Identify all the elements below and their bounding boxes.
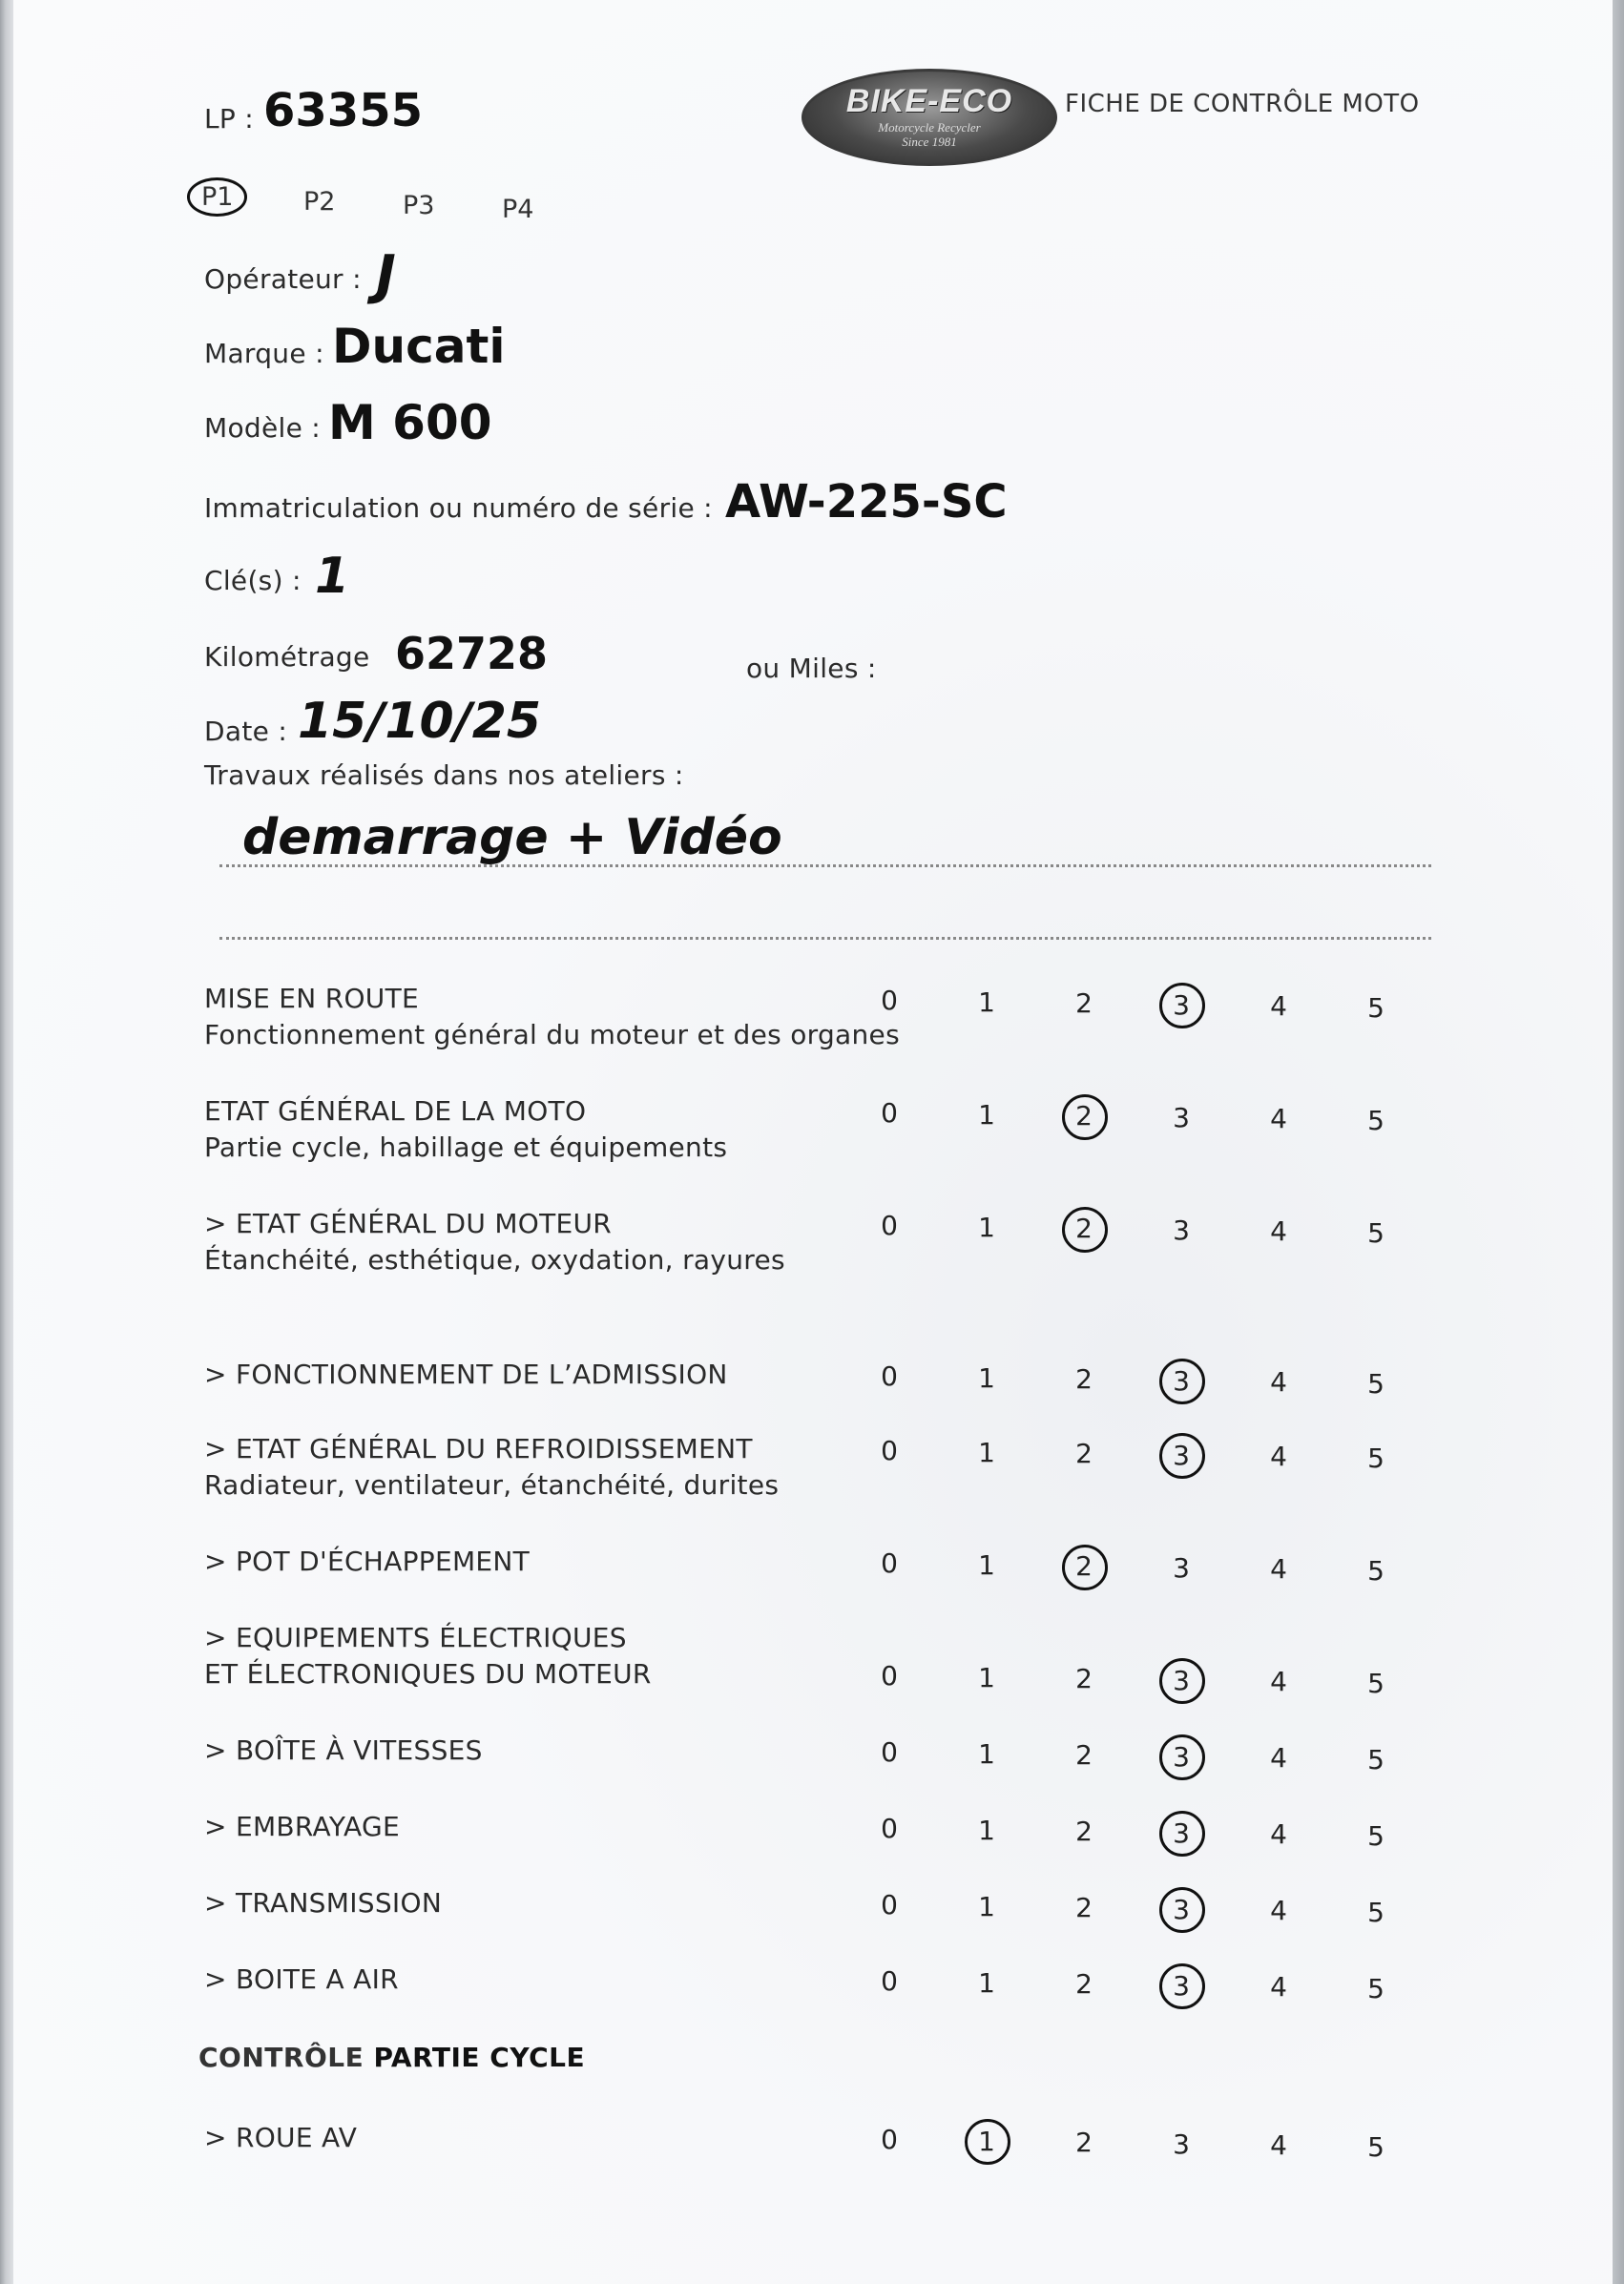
row-score-5-5[interactable]: 5 [1367, 1554, 1385, 1587]
marque-value: Ducati [332, 319, 506, 374]
row-score-10-2[interactable]: 2 [1075, 1968, 1093, 2000]
row-subtitle: Fonctionnement général du moteur et des organes [204, 1019, 900, 1050]
row-score-1-0[interactable]: 0 [881, 1097, 898, 1129]
row-score-6-5[interactable]: 5 [1367, 1667, 1385, 1699]
row-score-2-1[interactable]: 1 [978, 1211, 995, 1243]
row-score-10-0[interactable]: 0 [881, 1965, 898, 1997]
row-score-4-3[interactable]: 3 [1162, 1440, 1200, 1471]
row-title: ETAT GÉNÉRAL DE LA MOTO [204, 1095, 587, 1127]
row-score-3-0[interactable]: 0 [881, 1360, 898, 1392]
row-score-10-1[interactable]: 1 [978, 1966, 995, 1999]
priority-p1[interactable]: P1 [187, 177, 247, 217]
sheet-title: FICHE DE CONTRÔLE MOTO [1065, 90, 1420, 118]
row-score-8-0[interactable]: 0 [881, 1813, 898, 1844]
cycle-row-score-0-2[interactable]: 2 [1075, 2127, 1093, 2158]
priority-p4[interactable]: P4 [502, 195, 534, 224]
row-score-8-4[interactable]: 4 [1270, 1818, 1287, 1850]
travaux-label: Travaux réalisés dans nos ateliers : [204, 759, 684, 791]
date-label: Date : [204, 716, 288, 747]
bike-eco-logo [802, 69, 1057, 166]
row-score-8-3[interactable]: 3 [1162, 1817, 1200, 1849]
row-score-10-4[interactable]: 4 [1270, 1971, 1287, 2003]
cles-label: Clé(s) : [204, 565, 302, 596]
row-score-1-4[interactable]: 4 [1270, 1103, 1287, 1134]
lp-label: LP : [204, 103, 255, 135]
row-score-7-3[interactable]: 3 [1162, 1741, 1200, 1773]
row-score-1-5[interactable]: 5 [1367, 1104, 1385, 1136]
row-score-9-2[interactable]: 2 [1075, 1892, 1093, 1923]
row-score-10-5[interactable]: 5 [1367, 1972, 1385, 2004]
cycle-row-score-0-1[interactable]: 1 [968, 2126, 1006, 2157]
control-sheet-page [13, 0, 1613, 2284]
section-partie-cycle [198, 2042, 585, 2073]
row-label-2 [204, 1206, 785, 1278]
immat-value: AW-225-SC [725, 475, 1008, 529]
row-score-9-4[interactable]: 4 [1270, 1895, 1287, 1926]
row-score-4-1[interactable]: 1 [978, 1436, 995, 1468]
cycle-row-score-0-5[interactable]: 5 [1367, 2130, 1385, 2163]
section-prefix: CONTRÔLE [198, 2042, 374, 2073]
row-score-0-5[interactable]: 5 [1367, 991, 1385, 1024]
cycle-row-score-0-0[interactable]: 0 [881, 2124, 898, 2155]
row-label-8 [204, 1809, 400, 1845]
row-score-5-4[interactable]: 4 [1270, 1553, 1287, 1585]
row-score-7-0[interactable]: 0 [881, 1736, 898, 1768]
operateur-value: J [376, 244, 396, 306]
row-score-5-1[interactable]: 1 [978, 1548, 995, 1581]
row-score-1-1[interactable]: 1 [978, 1098, 995, 1131]
row-subtitle: Étanchéité, esthétique, oxydation, rayures [204, 1244, 785, 1276]
row-score-6-1[interactable]: 1 [978, 1661, 995, 1693]
row-score-5-0[interactable]: 0 [881, 1547, 898, 1579]
row-score-5-2[interactable]: 2 [1065, 1550, 1103, 1582]
row-score-7-1[interactable]: 1 [978, 1737, 995, 1770]
row-score-10-3[interactable]: 3 [1162, 1970, 1200, 2002]
row-label-0 [204, 981, 900, 1053]
row-score-1-2[interactable]: 2 [1065, 1100, 1103, 1132]
immat-label: Immatriculation ou numéro de série : [204, 492, 713, 524]
row-title: > ETAT GÉNÉRAL DU REFROIDISSEMENT [204, 1433, 753, 1464]
row-score-1-3[interactable]: 3 [1173, 1101, 1190, 1133]
row-score-4-5[interactable]: 5 [1367, 1442, 1385, 1474]
date-value: 15/10/25 [298, 693, 542, 750]
row-title: > BOITE A AIR [204, 1963, 399, 1995]
row-label-1 [204, 1093, 727, 1166]
row-title: > ROUE AV [204, 2122, 358, 2153]
row-score-4-4[interactable]: 4 [1270, 1441, 1287, 1472]
row-score-0-0[interactable]: 0 [881, 985, 898, 1016]
row-score-0-1[interactable]: 1 [978, 986, 995, 1018]
row-title: > EMBRAYAGE [204, 1811, 401, 1842]
km-value: 62728 [395, 628, 549, 679]
row-score-4-0[interactable]: 0 [881, 1435, 898, 1466]
row-score-6-0[interactable]: 0 [881, 1660, 898, 1692]
row-label-9 [204, 1885, 442, 1921]
row-score-6-2[interactable]: 2 [1075, 1663, 1093, 1694]
cycle-row-score-0-3[interactable]: 3 [1173, 2128, 1190, 2160]
row-score-3-3[interactable]: 3 [1162, 1365, 1200, 1397]
logo-tagline: Motorcycle Recycler [878, 120, 981, 135]
section-bold: PARTIE CYCLE [373, 2042, 586, 2073]
row-score-3-2[interactable]: 2 [1075, 1363, 1093, 1395]
row-label-3 [204, 1357, 728, 1393]
cles-value: 1 [315, 548, 350, 605]
row-score-0-4[interactable]: 4 [1270, 990, 1287, 1022]
row-score-3-5[interactable]: 5 [1367, 1367, 1385, 1400]
priority-p2[interactable]: P2 [303, 187, 336, 217]
logo-brand: BIKE-ECO [845, 83, 1013, 119]
travaux-line-1 [219, 864, 1431, 867]
priority-p3[interactable]: P3 [403, 191, 435, 220]
marque-label: Marque : [204, 338, 324, 369]
row-score-7-4[interactable]: 4 [1270, 1742, 1287, 1774]
row-title: > BOÎTE À VITESSES [204, 1734, 483, 1766]
row-score-9-1[interactable]: 1 [978, 1890, 995, 1922]
row-score-2-0[interactable]: 0 [881, 1210, 898, 1241]
row-label-4 [204, 1431, 779, 1504]
row-subtitle: ET ÉLECTRONIQUES DU MOTEUR [204, 1658, 652, 1690]
row-label-5 [204, 1544, 530, 1580]
row-score-8-1[interactable]: 1 [978, 1814, 995, 1846]
row-score-2-3[interactable]: 3 [1173, 1214, 1190, 1246]
row-score-8-5[interactable]: 5 [1367, 1819, 1385, 1852]
row-score-7-2[interactable]: 2 [1075, 1739, 1093, 1771]
row-label-7 [204, 1733, 483, 1769]
row-title: > POT D'ÉCHAPPEMENT [204, 1546, 531, 1577]
row-score-6-4[interactable]: 4 [1270, 1666, 1287, 1697]
row-score-2-5[interactable]: 5 [1367, 1216, 1385, 1249]
row-score-2-2[interactable]: 2 [1065, 1213, 1103, 1244]
row-score-6-3[interactable]: 3 [1162, 1665, 1200, 1696]
row-score-9-3[interactable]: 3 [1162, 1894, 1200, 1925]
row-title: > FONCTIONNEMENT DE L’ADMISSION [204, 1359, 728, 1390]
row-score-3-1[interactable]: 1 [978, 1361, 995, 1394]
km-label: Kilométrage [204, 641, 370, 673]
row-subtitle: Radiateur, ventilateur, étanchéité, durites [204, 1469, 780, 1501]
row-score-9-0[interactable]: 0 [881, 1889, 898, 1921]
row-title: > ETAT GÉNÉRAL DU MOTEUR [204, 1208, 613, 1239]
row-title: > TRANSMISSION [204, 1887, 443, 1919]
cycle-row-score-0-4[interactable]: 4 [1270, 2129, 1287, 2161]
row-label-6 [204, 1620, 652, 1692]
row-score-2-4[interactable]: 4 [1270, 1215, 1287, 1247]
travaux-line-2 [219, 937, 1431, 940]
row-score-0-2[interactable]: 2 [1075, 987, 1093, 1019]
operateur-label: Opérateur : [204, 263, 362, 295]
cycle-row-label-0 [204, 2120, 357, 2156]
row-subtitle: Partie cycle, habillage et équipements [204, 1132, 728, 1163]
row-label-10 [204, 1962, 399, 1998]
row-score-4-2[interactable]: 2 [1075, 1438, 1093, 1469]
modele-value: M 600 [328, 395, 492, 450]
miles-label: ou Miles : [746, 653, 877, 684]
lp-value: 63355 [263, 84, 423, 137]
row-score-8-2[interactable]: 2 [1075, 1816, 1093, 1847]
row-score-5-3[interactable]: 3 [1173, 1551, 1190, 1584]
travaux-value: demarrage + Vidéo [242, 809, 782, 866]
row-score-7-5[interactable]: 5 [1367, 1743, 1385, 1775]
row-score-9-5[interactable]: 5 [1367, 1896, 1385, 1928]
modele-label: Modèle : [204, 412, 322, 444]
row-title: MISE EN ROUTE [204, 983, 420, 1014]
logo-since: Since 1981 [902, 135, 957, 149]
row-title: > EQUIPEMENTS ÉLECTRIQUES [204, 1622, 627, 1653]
row-score-3-4[interactable]: 4 [1270, 1366, 1287, 1398]
row-score-0-3[interactable]: 3 [1162, 989, 1200, 1021]
